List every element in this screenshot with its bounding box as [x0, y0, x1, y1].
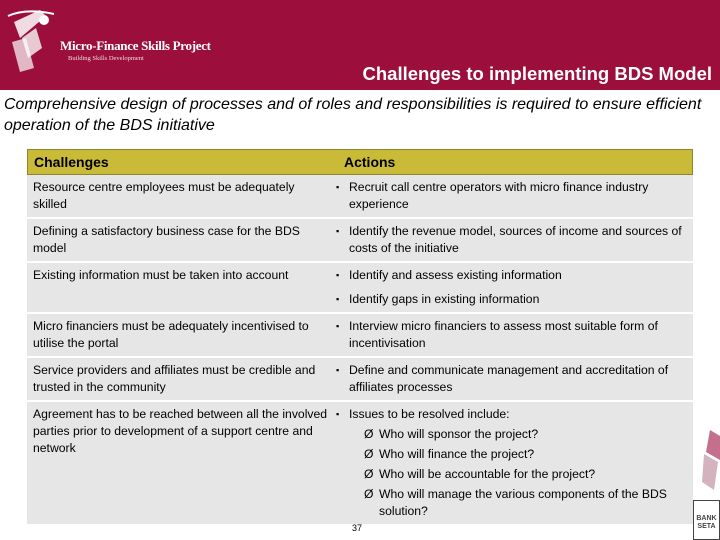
challenge-cell: Defining a satisfactory business case for the BDS model: [33, 224, 300, 255]
table-row: [27, 219, 693, 263]
bullet-icon: ▪: [336, 294, 340, 304]
sub-question: [334, 486, 691, 520]
table-row: [27, 263, 693, 314]
challenge-cell: Agreement has to be reached between all the involved parties prior to development of a support centre and network: [33, 407, 328, 455]
arrow-bullet-icon: Ø: [364, 487, 374, 501]
action-text: Issues to be resolved include:: [349, 407, 510, 421]
bullet-icon: ▪: [336, 226, 340, 236]
arrow-bullet-icon: Ø: [364, 447, 374, 461]
logo-title: Micro-Finance Skills Project: [60, 38, 211, 53]
actions-cell: [334, 175, 693, 217]
table-row: [27, 314, 693, 358]
slide-subtitle: Comprehensive design of processes and of roles and responsibilities is required to ensure efficient operation of the BDS initiative: [4, 96, 702, 134]
action-bullet: [334, 179, 691, 213]
table-header: [27, 149, 693, 175]
sub-question-text: Who will finance the project?: [379, 447, 535, 461]
figure-logo-icon: [6, 8, 58, 74]
action-text: Identify and assess existing information: [349, 268, 562, 282]
action-bullet: [334, 362, 691, 396]
decorative-figure-icon: [698, 430, 720, 500]
micro-finance-logo: [6, 8, 211, 78]
sub-question-text: Who will sponsor the project?: [379, 427, 539, 441]
action-bullet: [334, 406, 691, 423]
seta-logo-line: SETA: [697, 523, 716, 530]
arrow-bullet-icon: Ø: [364, 427, 374, 441]
sub-question: [334, 446, 691, 463]
challenge-cell: Micro financiers must be adequately incentivised to utilise the portal: [33, 319, 309, 350]
action-bullet: [334, 267, 691, 284]
sub-question-text: Who will manage the various components of the BDS solution?: [379, 487, 667, 518]
actions-cell: [334, 402, 693, 524]
action-bullet: [334, 291, 691, 308]
table-row: [27, 175, 693, 219]
arrow-bullet-icon: Ø: [364, 467, 374, 481]
logo-tagline: Building Skills Development: [68, 55, 144, 62]
actions-cell: [334, 263, 693, 312]
action-text: Identify the revenue model, sources of income and sources of costs of the initiative: [349, 224, 682, 255]
bullet-icon: ▪: [336, 182, 340, 192]
bullet-icon: ▪: [336, 365, 340, 375]
column-header-actions: Actions: [344, 154, 396, 170]
action-text: Interview micro financiers to assess most suitable form of incentivisation: [349, 319, 658, 350]
header-banner: [0, 0, 720, 90]
slide-title: Challenges to implementing BDS Model: [362, 63, 712, 84]
actions-cell: [334, 358, 693, 400]
challenge-cell: Service providers and affiliates must be credible and trusted in the community: [33, 363, 316, 394]
action-text: Identify gaps in existing information: [349, 292, 540, 306]
bullet-icon: ▪: [336, 409, 340, 419]
action-bullet: [334, 223, 691, 257]
table-row: [27, 402, 693, 526]
sub-question: [334, 426, 691, 443]
challenge-cell: Existing information must be taken into account: [33, 268, 289, 282]
bullet-icon: ▪: [336, 321, 340, 331]
challenges-table: [27, 149, 693, 526]
actions-cell: [334, 314, 693, 356]
sub-question: [334, 466, 691, 483]
bank-logo-line: BANK: [696, 515, 717, 522]
action-text: Define and communicate management and accreditation of affiliates processes: [349, 363, 669, 394]
challenge-cell: Resource centre employees must be adequately skilled: [33, 180, 295, 211]
bullet-icon: ▪: [336, 270, 340, 280]
action-bullet: [334, 318, 691, 352]
actions-cell: [334, 219, 693, 261]
page-number: 37: [352, 523, 363, 533]
action-text: Recruit call centre operators with micro finance industry experience: [349, 180, 649, 211]
column-header-challenges: Challenges: [34, 154, 109, 170]
sub-question-text: Who will be accountable for the project?: [379, 467, 596, 481]
table-row: [27, 358, 693, 402]
bank-seta-logo: [693, 500, 720, 540]
